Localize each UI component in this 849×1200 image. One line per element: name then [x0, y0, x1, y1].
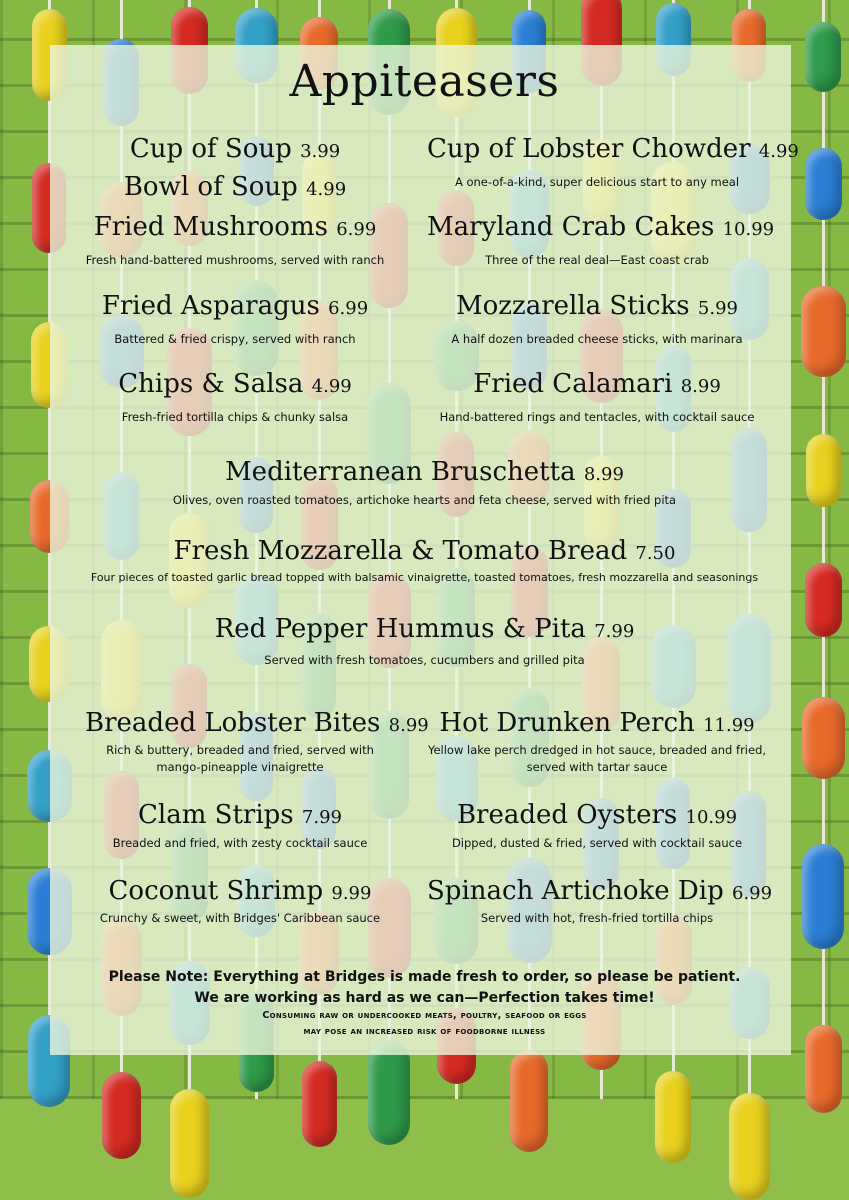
menu-item-coconut-shrimp: Coconut Shrimp 9.99 [108, 876, 372, 906]
menu-item-mozzarella-sticks: Mozzarella Sticks 5.99 [456, 291, 738, 321]
buoy-float [805, 148, 842, 220]
menu-item-breaded-oysters: Breaded Oysters 10.99 [456, 800, 738, 830]
buoy-float [655, 1071, 691, 1163]
menu-item-fried-mushrooms: Fried Mushrooms 6.99 [93, 212, 377, 242]
menu-item-desc: Yellow lake perch dredged in hot sauce, breaded and fried, [427, 743, 767, 757]
menu-item-fried-asparagus: Fried Asparagus 6.99 [101, 291, 369, 321]
menu-item-desc-line2: served with tartar sauce [526, 760, 668, 774]
menu-item-tomato-bread: Fresh Mozzarella & Tomato Bread 7.50 [173, 536, 676, 566]
menu-item-cup-of-soup: Cup of Soup 3.99 [129, 134, 341, 164]
menu-item-desc: Hand-battered rings and tentacles, with cocktail sauce [439, 410, 755, 424]
buoy-float [302, 1061, 337, 1147]
menu-item-desc: Fresh hand-battered mushrooms, served with ranch [85, 253, 385, 267]
menu-item-hummus-pita: Red Pepper Hummus & Pita 7.99 [214, 614, 635, 644]
menu-item-desc: Crunchy & sweet, with Bridges' Caribbean sauce [99, 911, 381, 925]
menu-item-lobster-bites: Breaded Lobster Bites 8.99 [85, 708, 429, 738]
menu-item-bruschetta: Mediterranean Bruschetta 8.99 [225, 457, 624, 487]
buoy-float [102, 1072, 141, 1159]
menu-item-crab-cakes: Maryland Crab Cakes 10.99 [427, 212, 775, 242]
menu-item-lobster-chowder: Cup of Lobster Chowder 4.99 [427, 134, 799, 164]
buoy-float [802, 697, 845, 779]
buoy-float [801, 286, 846, 377]
menu-item-chips-salsa: Chips & Salsa 4.99 [118, 369, 352, 399]
menu-item-clam-strips: Clam Strips 7.99 [138, 800, 342, 830]
menu-item-desc: Breaded and fried, with zesty cocktail sauce [112, 836, 368, 850]
buoy-float [802, 844, 844, 949]
buoy-float [729, 1093, 770, 1200]
menu-item-spinach-dip: Spinach Artichoke Dip 6.99 [427, 876, 773, 906]
buoy-float [368, 1040, 410, 1145]
menu-item-desc: Battered & fried crispy, served with ranch [114, 332, 356, 346]
health-warning-line-1: Consuming raw or undercooked meats, poultry, seafood or eggs [262, 1010, 587, 1021]
menu-title: Appiteasers [289, 56, 560, 107]
health-warning-line-2: may pose an increased risk of foodborne illness [303, 1026, 546, 1037]
menu-item-desc: Dipped, dusted & fried, served with cocktail sauce [451, 836, 743, 850]
menu-item-bowl-of-soup: Bowl of Soup 4.99 [123, 172, 347, 202]
menu-item-desc: Rich & buttery, breaded and fried, served with [106, 743, 374, 757]
menu-item-desc: Three of the real deal—East coast crab [485, 253, 709, 267]
buoy-float [170, 1089, 209, 1198]
menu-item-desc: Served with hot, fresh-fried tortilla chips [480, 911, 714, 925]
buoy-float [510, 1050, 548, 1152]
note-line-2: We are working as hard as we can—Perfection takes time! [194, 990, 655, 1006]
menu-item-drunken-perch: Hot Drunken Perch 11.99 [439, 708, 755, 738]
menu-item-desc: Olives, oven roasted tomatoes, artichoke hearts and feta cheese, served with fried pita [172, 493, 677, 507]
menu-item-desc-line2: mango-pineapple vinaigrette [156, 760, 324, 774]
menu-item-desc: Served with fresh tomatoes, cucumbers and grilled pita [264, 653, 585, 667]
note-line-1: Please Note: Everything at Bridges is made fresh to order, so please be patient. [108, 969, 741, 985]
menu-item-desc: A half dozen breaded cheese sticks, with marinara [451, 332, 743, 346]
menu-item-desc: Four pieces of toasted garlic bread topped with balsamic vinaigrette, toasted tomatoes, fresh mozzarella and seasonings [90, 571, 759, 584]
menu-item-desc: A one-of-a-kind, super delicious start to any meal [454, 175, 740, 189]
menu-item-desc: Fresh-fried tortilla chips & chunky salsa [121, 410, 349, 424]
menu-item-fried-calamari: Fried Calamari 8.99 [473, 369, 721, 399]
